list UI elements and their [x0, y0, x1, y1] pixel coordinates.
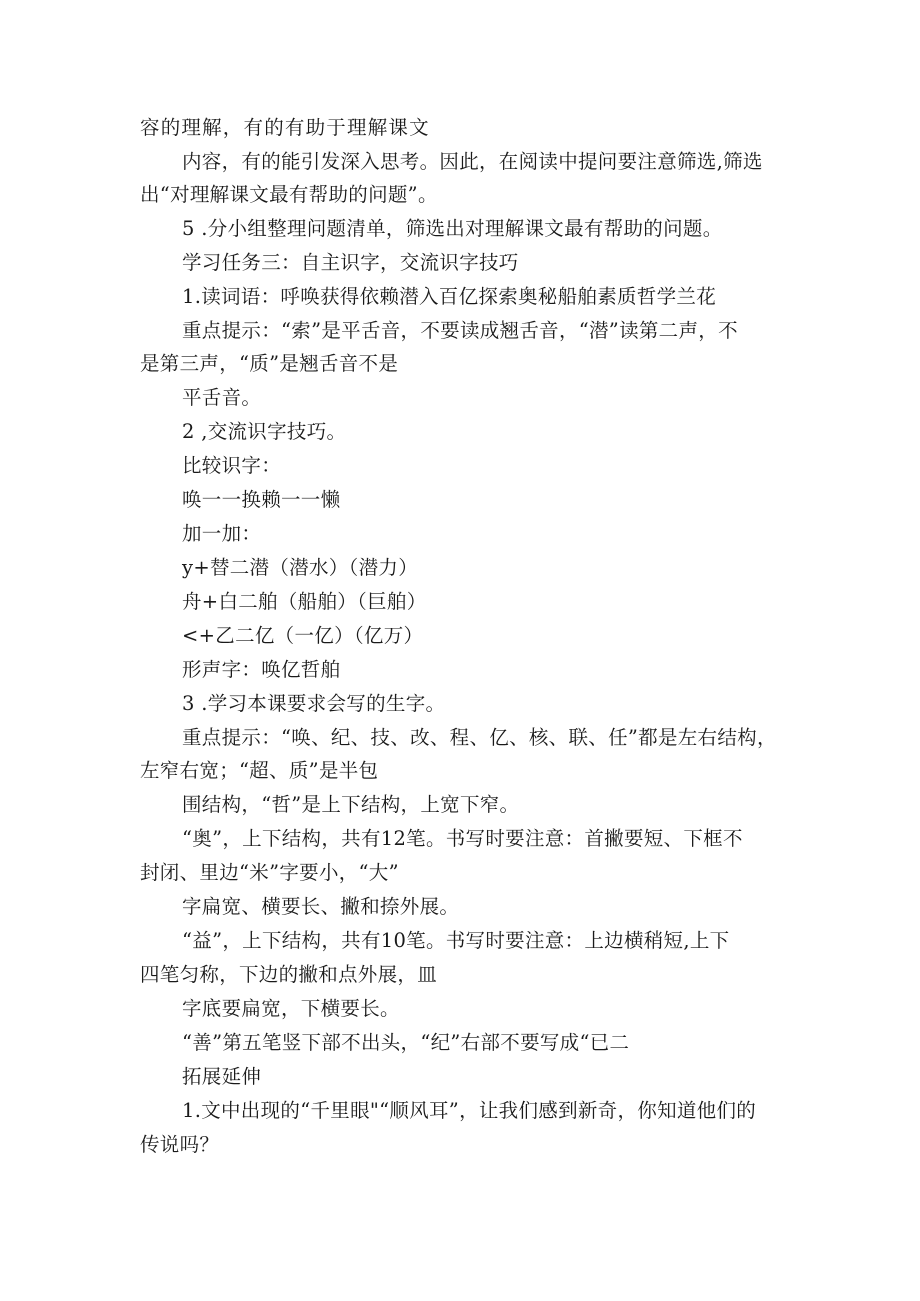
section-heading: 学习任务三：自主识字，交流识字技巧: [182, 251, 519, 274]
text-line: 唤一一换赖一一懒: [182, 488, 341, 511]
text-line: 2 ,交流识字技巧。: [182, 420, 347, 443]
text-line: 是第三声，“质”是翘舌音不是: [140, 352, 399, 375]
text-line: “奥”，上下结构，共有12笔。书写时要注意：首撇要短、下框不: [182, 827, 743, 850]
text-line: 字扁宽、横要长、撇和捺外展。: [182, 895, 460, 918]
text-line: 3 .学习本课要求会写的生字。: [182, 692, 446, 715]
text-line: “善”第五笔竖下部不出头，“纪”右部不要写成“已二: [182, 1031, 630, 1054]
text-line: 舟+白二舶（船舶）（巨舶）: [182, 590, 427, 613]
text-line: 加一加：: [182, 522, 262, 545]
text-line: 平舌音。: [182, 386, 262, 409]
section-heading: 拓展延伸: [182, 1065, 262, 1088]
text-line: 重点提示：“索”是平舌音，不要读成翘舌音，“潜”读第二声，不: [182, 319, 738, 342]
text-line: 容的理解，有的有助于理解课文: [140, 116, 430, 139]
text-line: 内容，有的能引发深入思考。因此，在阅读中提问要注意筛选,筛选: [182, 150, 763, 173]
text-line: y+替二潜（潜水）（潜力）: [182, 556, 419, 579]
text-line: <+乙二亿（一亿）（亿万）: [182, 624, 424, 647]
text-line: 左窄右宽；“超、质”是半包: [140, 759, 379, 782]
text-line: 封闭、里边“米”字要小，“大”: [140, 861, 399, 884]
text-line: 1.读词语：呼唤获得依赖潜入百亿探索奥秘船舶素质哲学兰花: [182, 285, 717, 308]
text-line: 围结构，“哲”是上下结构，上宽下窄。: [182, 793, 520, 816]
text-line: 5 .分小组整理问题清单，筛选出对理解课文最有帮助的问题。: [182, 217, 723, 240]
text-line: 重点提示：“唤、纪、技、改、程、亿、核、联、任”都是左右结构，: [182, 726, 777, 749]
text-line: 传说吗？: [140, 1133, 220, 1156]
text-line: 比较识字：: [182, 454, 282, 477]
text-line: 出“对理解课文最有帮助的问题”。: [140, 183, 438, 206]
text-line: 字底要扁宽，下横要长。: [182, 997, 400, 1020]
text-line: 形声字：唤亿哲舶: [182, 658, 341, 681]
text-line: 四笔匀称，下边的撇和点外展，皿: [140, 963, 438, 986]
text-line: “益”，上下结构，共有10笔。书写时要注意：上边横稍短,上下: [182, 929, 730, 952]
text-line: 1.文中出现的“千里眼"“顺风耳”，让我们感到新奇，你知道他们的: [182, 1099, 757, 1122]
